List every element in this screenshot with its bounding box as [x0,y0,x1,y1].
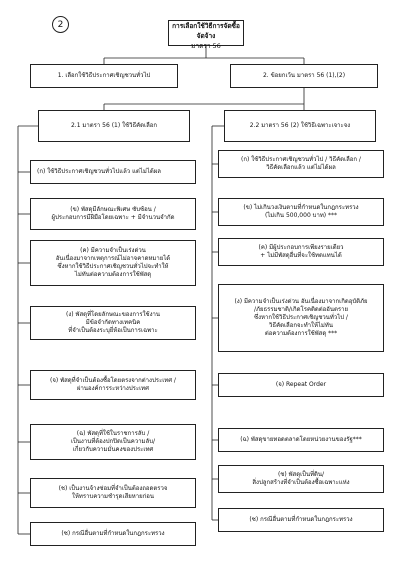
page-number-badge: 2 [52,16,69,33]
left-item-a: (ก) ใช้วิธีประกาศเชิญชวนทั่วไปแล้ว แต่ไม่ได้ผล [30,160,196,184]
right-item-b: (ข) ไม่เกินวงเงินตามที่กำหนดในกฎกระทรวง (ไม่เกิน 500,000 บาท) *** [218,198,384,226]
chart-title [168,20,244,50]
branch-general-invitation: 1. เลือกใช้วิธีประกาศเชิญชวนทั่วไป [30,64,178,88]
left-item-c: (ค) มีความจำเป็นเร่งด่วน อันเนื่องมาจากเหตุการณ์ไม่อาจคาดหมายได้ ซึ่งหากใช้วิธีประกาศเชิญชวนทั่วไปจะทำให้ ไม่ทันต่อความต้องการใช้พัสดุ [30,240,196,286]
right-item-c: (ค) มีผู้ประกอบการเพียงรายเดียว + ไม่มีพัสดุอื่นที่จะใช้ทดแทนได้ [218,238,384,266]
right-item-h: (ซ) กรณีอื่นตามที่กำหนดในกฎกระทรวง [218,508,384,532]
branch-exceptions: 2. ข้อยกเว้น มาตรา 56 (1),(2) [230,64,378,88]
right-item-d: (ง) มีความจำเป็นเร่งด่วน อันเนื่องมาจากเกิดอุบัติภัย /ภัยธรรมชาติ/เกิดโรคติดต่ออันตราย ซึ่งหากใช้วิธีประกาศเชิญชวนทั่วไป / วิธีคัดเลือกจะทำให้ไม่ทัน ต่อความต้องการใช้พัสดุ *** [218,284,384,352]
method-specific: 2.2 มาตรา 56 (2) ใช้วิธีเฉพาะเจาะจง [224,110,376,142]
left-item-d: (ง) พัสดุที่โดยลักษณะของการใช้งาน มีข้อจำกัดทางเทคนิค ที่จำเป็นต้องระบุยี่ห้อเป็นการเฉพาะ [30,306,196,340]
chart-title-line1: การเลือกใช้วิธีการจัดซื้อจัดจ้าง [172,22,240,40]
right-item-a: (ก) ใช้วิธีประกาศเชิญชวนทั่วไป / วิธีคัดเลือก / วิธีคัดเลือกแล้ว แต่ไม่ได้ผล [218,150,384,178]
right-item-f: (ฉ) พัสดุขายทอดตลาดโดยหน่วยงานของรัฐ*** [218,428,384,452]
left-item-g: (ช) เป็นงานจ้างซ่อมที่จำเป็นต้องถอดตรวจ ให้ทราบความชำรุดเสียหายก่อน [30,478,196,508]
method-selection: 2.1 มาตรา 56 (1) ใช้วิธีคัดเลือก [38,110,190,142]
chart-title-line2: มาตรา 56 [191,41,221,50]
right-item-g: (ช) พัสดุเป็นที่ดิน/ สิ่งปลูกสร้างที่จำเป็นต้องซื้อเฉพาะแห่ง [218,465,384,493]
left-item-h: (ซ) กรณีอื่นตามที่กำหนดในกฎกระทรวง [30,522,196,546]
left-item-e: (จ) พัสดุที่จำเป็นต้องซื้อโดยตรงจากต่างประเทศ / ผ่านองค์การระหว่างประเทศ [30,370,196,400]
left-item-b: (ข) พัสดุมีลักษณะพิเศษ ซับซ้อน / ผู้ประกอบการมีฝีมือโดยเฉพาะ + มีจำนวนจำกัด [30,198,196,230]
right-item-e: (จ) Repeat Order [218,373,384,397]
left-item-f: (ฉ) พัสดุที่ใช้ในราชการลับ / เป็นงานที่ต้องปกปิดเป็นความลับ/ เกี่ยวกับความมั่นคงของประเทศ [30,424,196,460]
